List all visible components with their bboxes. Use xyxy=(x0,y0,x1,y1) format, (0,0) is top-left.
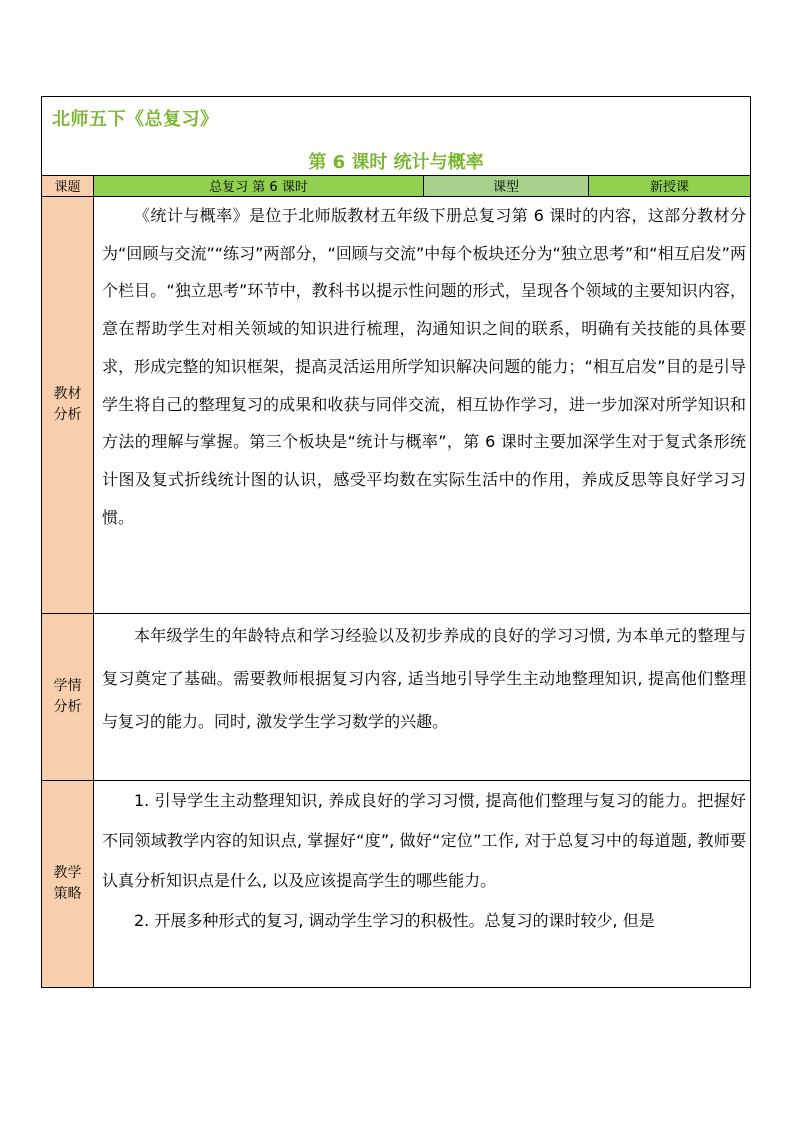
learner-analysis-text: 本年级学生的年龄特点和学习经验以及初步养成的良好的学习习惯, 为本单元的整理与复习奠定了基础。需要教师根据复习内容, 适当地引导学生主动地整理知识, 提高他们整理与复习的能力。同时, 激发学生学习数学的兴趣。 xyxy=(94,614,751,781)
teaching-strategy-row xyxy=(42,781,751,988)
lesson-plan-table xyxy=(41,96,751,988)
learner-analysis-label: 学情 分析 xyxy=(42,614,94,781)
lesson-title: 第 6 课时 统计与概率 xyxy=(308,152,484,173)
textbook-analysis-row xyxy=(42,197,751,614)
learner-analysis-row xyxy=(42,614,751,781)
series-title: 北师五下《总复习》 xyxy=(52,109,219,130)
teaching-strategy-label: 教学 策略 xyxy=(42,781,94,988)
strategy-item-1: 1. 引导学生主动整理知识, 养成良好的学习习惯, 提高他们整理与复习的能力。把握好不同领域教学内容的知识点, 掌握好“度”, 做好“定位”工作, 对于总复习中的每道题, 教师要认真分析知识点是什么, 以及应该提高学生的哪些能力。 xyxy=(102,791,746,890)
topic-label: 课题 xyxy=(42,176,94,197)
lesson-type-value: 新授课 xyxy=(589,176,751,197)
title-cell xyxy=(42,97,751,176)
topic-value: 总复习 第 6 课时 xyxy=(94,176,424,197)
topic-row xyxy=(42,176,751,197)
textbook-analysis-text: 《统计与概率》是位于北师版教材五年级下册总复习第 6 课时的内容，这部分教材分为“回顾与交流”“练习”两部分，“回顾与交流”中每个板块还分为“独立思考”和“相互启发”两个栏目。“独立思考”环节中，教科书以提示性问题的形式，呈现各个领域的主要知识内容，意在帮助学生对相关领域的知识进行梳理，沟通知识之间的联系，明确有关技能的具体要求，形成完整的知识框架，提高灵活运用所学知识解决问题的能力；“相互启发”目的是引导学生将自己的整理复习的成果和收获与同伴交流，相互协作学习，进一步加深对所学知识和方法的理解与掌握。第三个板块是“统计与概率”，第 6 课时主要加深学生对于复式条形统计图及复式折线统计图的认识，感受平均数在实际生活中的作用，养成反思等良好学习习惯。 xyxy=(94,197,751,614)
lesson-type-label: 课型 xyxy=(424,176,589,197)
teaching-strategy-text xyxy=(94,781,751,988)
lesson-plan xyxy=(41,96,750,988)
strategy-item-2: 2. 开展多种形式的复习, 调动学生学习的积极性。总复习的课时较少, 但是 xyxy=(134,911,655,930)
textbook-analysis-label: 教材 分析 xyxy=(42,197,94,614)
